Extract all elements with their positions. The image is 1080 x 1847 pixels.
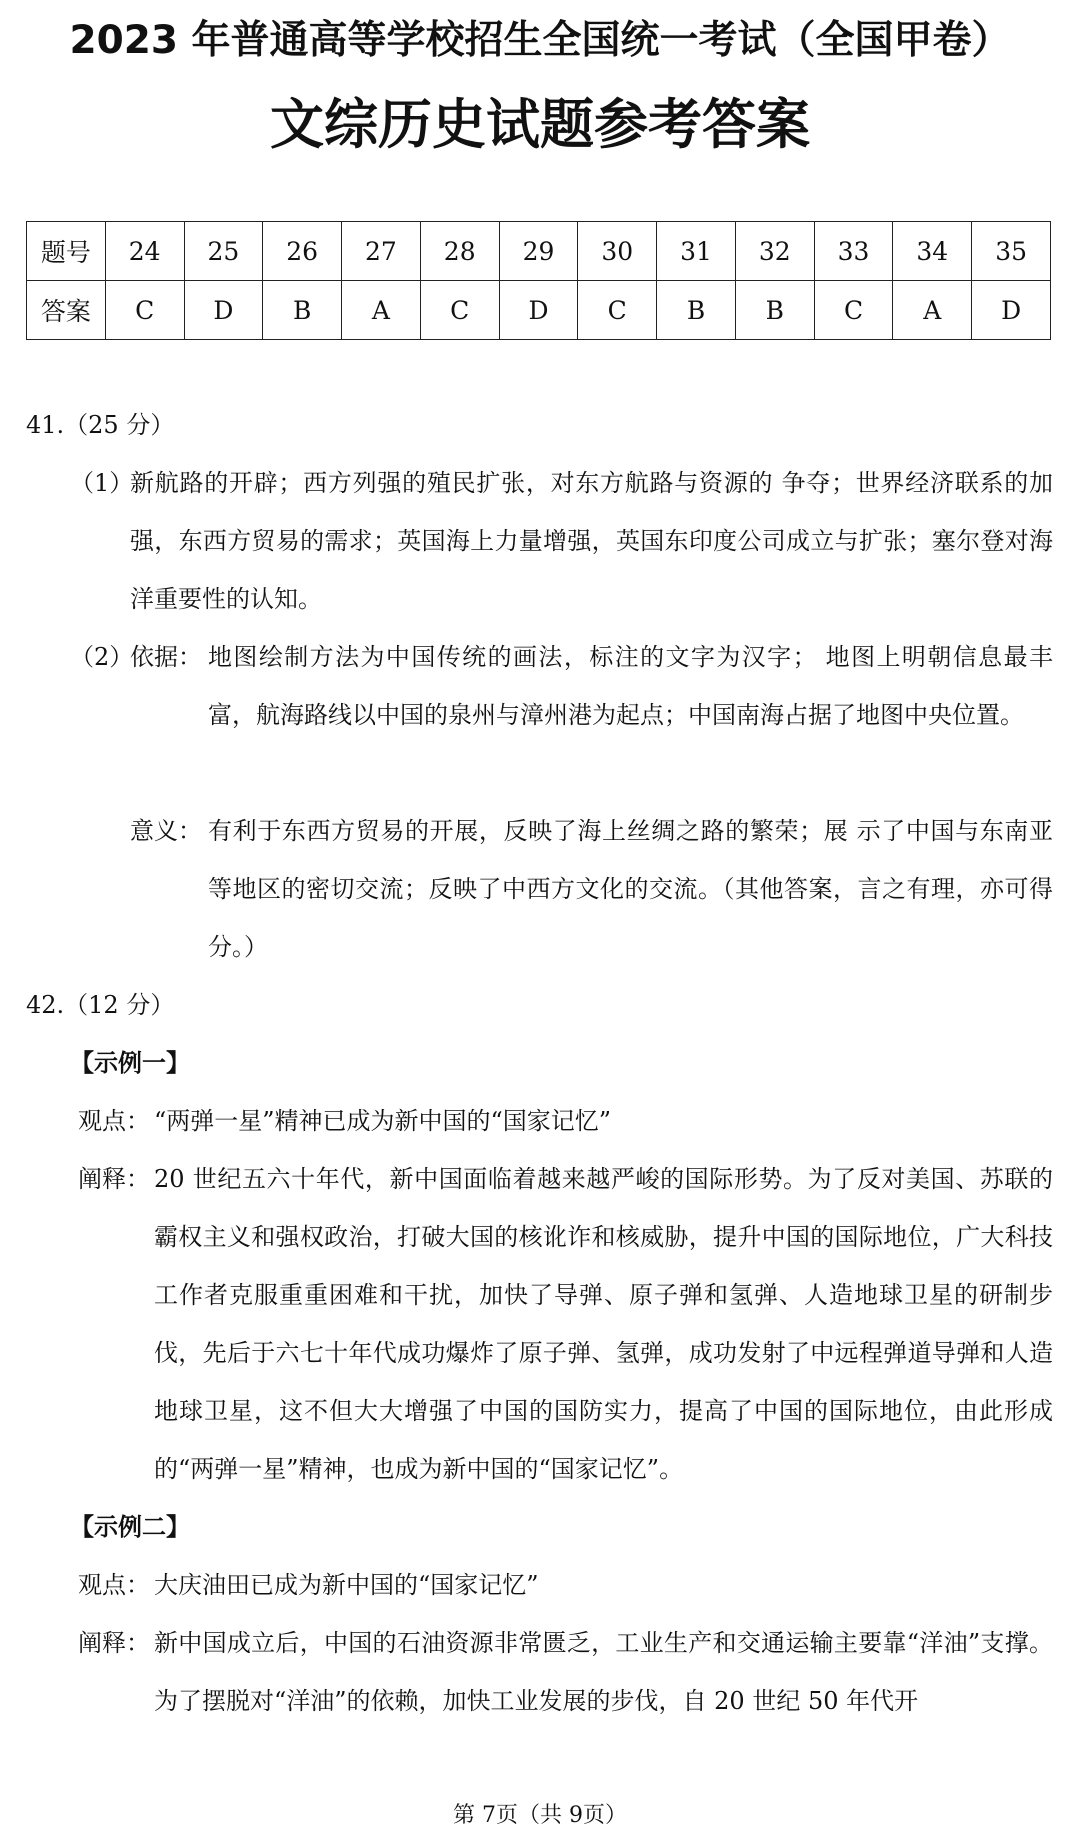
answer-cell: D [184,281,263,340]
page-number-footer: 第 7页（共 9页） [453,1803,627,1828]
question-number-cell: 27 [342,222,421,281]
question-number-cell: 24 [105,222,184,281]
question-number-cell: 31 [657,222,736,281]
answer-cell: C [420,281,499,340]
answer-cell: C [578,281,657,340]
example-1-view-text: “两弹一星”精神已成为新中国的“国家记忆” [154,1107,612,1135]
question-number-cell: 30 [578,222,657,281]
question-number-cell: 35 [972,222,1051,281]
question-number-cell: 25 [184,222,263,281]
answer-cell: D [499,281,578,340]
example-2-view-text: 大庆油田已成为新中国的“国家记忆” [154,1571,539,1599]
table-header-cell: 答案 [27,281,106,340]
q41-basis-label: 依据： [130,643,202,671]
question-number-cell: 28 [420,222,499,281]
exam-subtitle: 文综历史试题参考答案 [270,93,810,156]
q41-meaning-text: 有利于东西方贸易的开展，反映了海上丝绸之路的繁荣；展 示了中国与东南亚等地区的密切交流；反映了中西方文化的交流。（其他答案，言之有理，亦可得分。） [208,817,1053,961]
exam-title: 2023 年普通高等学校招生全国统一考试（全国甲卷） [69,18,1011,63]
answer-cell: C [105,281,184,340]
answer-cell: B [657,281,736,340]
table-row-numbers [27,222,1051,281]
example-2-explain-text: 新中国成立后，中国的石油资源非常匮乏，工业生产和交通运输主要靠“洋油”支撑。为了摆脱对“洋油”的依赖，加快工业发展的步伐，自 20 世纪 50 年代开 [154,1629,1053,1715]
q41-basis-text: 地图绘制方法为中国传统的画法，标注的文字为汉字； 地图上明朝信息最丰富，航海路线以中国的泉州与漳州港为起点；中国南海占据了地图中央位置。 [208,643,1053,729]
example-2-explain-label: 阐释： [78,1629,150,1657]
answer-cell: C [814,281,893,340]
table-row-answers [27,281,1051,340]
example-2-view-label: 观点： [78,1571,150,1599]
q41-part2-label: （2） [70,643,134,671]
answer-cell: D [972,281,1051,340]
example-1-view-label: 观点： [78,1107,150,1135]
question-42-heading: 42.（12 分） [26,991,175,1019]
answer-cell: B [735,281,814,340]
example-1-label: 【示例一】 [70,1048,190,1077]
example-2-label: 【示例二】 [70,1512,190,1541]
example-1-explain-text: 20 世纪五六十年代，新中国面临着越来越严峻的国际形势。为了反对美国、苏联的霸权主义和强权政治，打破大国的核讹诈和核威胁，提升中国的国际地位，广大科技工作者克服重重困难和干扰，加快了导弹、原子弹和氢弹、人造地球卫星的研制步伐，先后于六七十年代成功爆炸了原子弹、氢弹，成功发射了中远程弹道导弹和人造地球卫星，这不但大大增强了中国的国防实力，提高了中国的国际地位，由此形成的“两弹一星”精神，也成为新中国的“国家记忆”。 [154,1165,1053,1483]
answer-cell: A [342,281,421,340]
question-number-cell: 32 [735,222,814,281]
answer-table [26,221,1051,340]
q41-part1-label: （1） [70,469,134,497]
answer-cell: A [893,281,972,340]
question-number-cell: 29 [499,222,578,281]
table-header-cell: 题号 [27,222,106,281]
question-number-cell: 33 [814,222,893,281]
q41-part1-text: 新航路的开辟；西方列强的殖民扩张，对东方航路与资源的 争夺；世界经济联系的加强，东西方贸易的需求；英国海上力量增强，英国东印度公司成立与扩张；塞尔登对海洋重要性的认知。 [130,469,1053,613]
answer-cell: B [263,281,342,340]
question-41-heading: 41.（25 分） [26,411,175,439]
question-number-cell: 26 [263,222,342,281]
q41-meaning-label: 意义： [130,817,202,845]
example-1-explain-label: 阐释： [78,1165,150,1193]
question-number-cell: 34 [893,222,972,281]
